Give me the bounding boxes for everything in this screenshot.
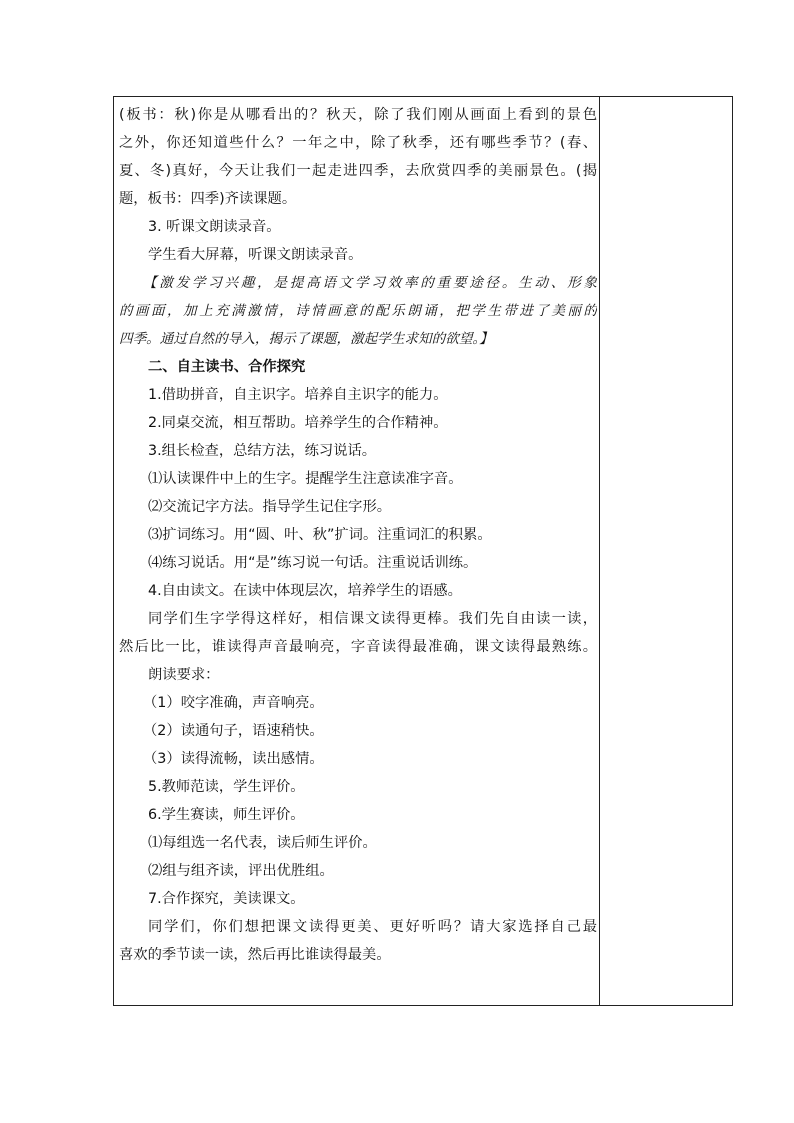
step-3: 3. 听课文朗读录音。	[148, 219, 281, 235]
intro-line: 题，板书：四季)齐读课题。	[119, 191, 297, 207]
intro-line: 之外，你还知道些什么？一年之中，除了秋季，还有哪些季节？(春、	[119, 135, 597, 151]
list-item: ⑷练习说话。用“是”练习说一句话。注重说话训练。	[148, 555, 478, 571]
reading-paragraph: 同学们生字学得这样好，相信课文读得更棒。我们先自由读一读，	[148, 611, 597, 627]
requirement-item: （3）读得流畅，读出感情。	[143, 751, 324, 767]
list-item: 3.组长检查，总结方法，练习说话。	[148, 443, 377, 459]
requirement-item: （1）咬字准确，声音响亮。	[143, 695, 324, 711]
final-paragraph: 喜欢的季节读一读，然后再比谁读得最美。	[119, 947, 391, 963]
list-item: 4.自由读文。在读中体现层次，培养学生的语感。	[148, 583, 462, 599]
list-item: ⑴每组选一名代表，读后师生评价。	[148, 835, 377, 851]
list-item: ⑴认读课件中上的生字。提醒学生注意读准字音。	[148, 471, 463, 487]
intro-line: 夏、冬)真好，今天让我们一起走进四季，去欣赏四季的美丽景色。(揭	[119, 163, 597, 179]
list-item: ⑶扩词练习。用“圆、叶、秋”扩词。注重词汇的积累。	[148, 527, 492, 543]
section-2-title: 二、自主读书、合作探究	[148, 359, 306, 375]
list-item: 1.借助拼音，自主识字。培养自主识字的能力。	[148, 387, 448, 403]
list-item: ⑵交流记字方法。指导学生记住字形。	[148, 499, 392, 515]
requirement-item: （2）读通句子，语速稍快。	[143, 723, 324, 739]
list-item: 2.同桌交流，相互帮助。培养学生的合作精神。	[148, 415, 448, 431]
design-note: 的画面，加上充满激情，诗情画意的配乐朗诵，把学生带进了美丽的	[119, 303, 597, 319]
list-item: 5.教师范读，学生评价。	[148, 779, 305, 795]
reading-paragraph: 然后比一比，谁读得声音最响亮，字音读得最准确，课文读得最熟练。	[119, 639, 597, 655]
list-item: ⑵组与组齐读，评出优胜组。	[148, 863, 334, 879]
step-3-detail: 学生看大屏幕，听课文朗读录音。	[148, 247, 363, 263]
table-column-divider	[599, 96, 600, 1006]
design-note: 【激发学习兴趣，是提高语文学习效率的重要途径。生动、形象	[143, 275, 597, 291]
intro-line: (板书：秋)你是从哪看出的？秋天，除了我们刚从画面上看到的景色	[119, 107, 597, 123]
lesson-content-cell	[119, 101, 597, 969]
list-item: 6.学生赛读，师生评价。	[148, 807, 305, 823]
requirements-title: 朗读要求：	[148, 667, 220, 683]
list-item: 7.合作探究，美读课文。	[148, 891, 305, 907]
design-note: 四季。通过自然的导入，揭示了课题，激起学生求知的欲望。】	[119, 331, 493, 347]
final-paragraph: 同学们，你们想把课文读得更美、更好听吗？请大家选择自己最	[148, 919, 597, 935]
